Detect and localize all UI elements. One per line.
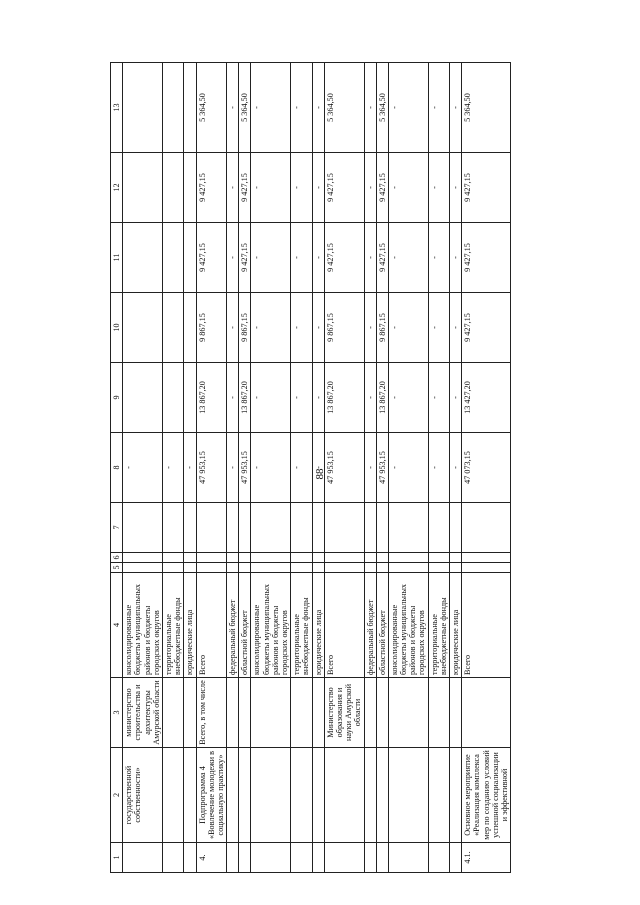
cell-value: [184, 223, 196, 293]
cell-value: -: [251, 223, 291, 293]
cell-value: [123, 63, 163, 153]
col-header: 7: [111, 503, 123, 553]
cell-number: [184, 843, 196, 873]
cell-source: юридические лица: [312, 573, 324, 678]
table-row: [162, 63, 183, 873]
cell-value: [123, 293, 163, 363]
cell-value: -: [450, 153, 462, 223]
cell-empty: [428, 553, 449, 563]
cell-value: -: [450, 63, 462, 153]
cell-value: -: [312, 433, 324, 503]
cell-value: -: [428, 153, 449, 223]
cell-value: 9 427,15: [462, 153, 511, 223]
cell-value: -: [364, 363, 376, 433]
cell-value: -: [312, 363, 324, 433]
cell-value: 9 427,15: [324, 153, 364, 223]
cell-number: [388, 843, 428, 873]
cell-value: -: [450, 433, 462, 503]
cell-value: [312, 503, 324, 553]
cell-value: [462, 503, 511, 553]
cell-empty: [239, 563, 251, 573]
cell-value: 9 427,15: [196, 223, 227, 293]
cell-number: [312, 843, 324, 873]
cell-name: [388, 748, 428, 843]
table-row: [376, 63, 388, 873]
cell-number: [450, 843, 462, 873]
col-header: 11: [111, 223, 123, 293]
cell-value: 9 867,15: [196, 293, 227, 363]
cell-value: -: [184, 433, 196, 503]
cell-value: 9 867,15: [239, 293, 251, 363]
cell-value: 9 427,15: [462, 293, 511, 363]
cell-value: 9 427,15: [196, 153, 227, 223]
cell-executor: Всего, в том числе: [196, 678, 227, 748]
cell-empty: [123, 563, 163, 573]
cell-source: консолидированные бюджеты муниципальных районов и бюджеты городских округов: [388, 573, 428, 678]
cell-number: [239, 843, 251, 873]
cell-value: -: [291, 363, 312, 433]
cell-value: -: [227, 363, 239, 433]
cell-empty: [388, 553, 428, 563]
cell-value: [184, 293, 196, 363]
cell-number: [227, 843, 239, 873]
cell-empty: [184, 563, 196, 573]
cell-source: Всего: [324, 573, 364, 678]
cell-value: [123, 363, 163, 433]
cell-value: -: [364, 293, 376, 363]
cell-executor: [162, 678, 183, 748]
cell-value: -: [312, 63, 324, 153]
cell-empty: [291, 563, 312, 573]
cell-value: -: [388, 223, 428, 293]
cell-source: юридические лица: [184, 573, 196, 678]
table-row: [291, 63, 312, 873]
col-header: 5: [111, 563, 123, 573]
cell-value: [184, 63, 196, 153]
cell-source: федеральный бюджет: [227, 573, 239, 678]
cell-name: [162, 748, 183, 843]
cell-value: 13 867,20: [196, 363, 227, 433]
cell-value: -: [388, 153, 428, 223]
cell-value: -: [428, 363, 449, 433]
cell-empty: [450, 563, 462, 573]
cell-value: -: [291, 223, 312, 293]
cell-value: -: [227, 433, 239, 503]
cell-value: -: [227, 153, 239, 223]
cell-number: [428, 843, 449, 873]
cell-empty: [462, 553, 511, 563]
cell-value: 5 364,50: [239, 63, 251, 153]
cell-value: -: [312, 293, 324, 363]
table-row: [462, 63, 511, 873]
cell-value: [162, 223, 183, 293]
cell-value: 5 364,50: [324, 63, 364, 153]
cell-value: 9 427,15: [462, 223, 511, 293]
cell-number: [251, 843, 291, 873]
table-row: [324, 63, 364, 873]
col-header: 13: [111, 63, 123, 153]
cell-value: [123, 153, 163, 223]
cell-empty: [428, 563, 449, 573]
col-header: 4: [111, 573, 123, 678]
cell-value: -: [312, 153, 324, 223]
cell-name: [428, 748, 449, 843]
cell-value: 9 427,15: [239, 223, 251, 293]
cell-value: -: [428, 223, 449, 293]
cell-empty: [162, 563, 183, 573]
cell-value: -: [291, 63, 312, 153]
cell-executor: [462, 678, 511, 748]
cell-value: [184, 363, 196, 433]
cell-empty: [376, 563, 388, 573]
cell-empty: [123, 553, 163, 563]
cell-name: [291, 748, 312, 843]
cell-value: -: [251, 293, 291, 363]
cell-name: [376, 748, 388, 843]
cell-value: 47 953,15: [324, 433, 364, 503]
cell-name: [450, 748, 462, 843]
cell-number: [291, 843, 312, 873]
cell-value: 5 364,50: [196, 63, 227, 153]
cell-value: -: [227, 293, 239, 363]
cell-value: -: [227, 63, 239, 153]
cell-name: [312, 748, 324, 843]
table-row: [184, 63, 196, 873]
cell-source: консолидированные бюджеты муниципальных районов и бюджеты городских округов: [123, 573, 163, 678]
cell-value: [291, 503, 312, 553]
cell-value: [450, 503, 462, 553]
cell-source: Всего: [196, 573, 227, 678]
cell-executor: министерство строительства и архитектуры Амурской области: [123, 678, 163, 748]
cell-value: 13 867,20: [239, 363, 251, 433]
col-header: 10: [111, 293, 123, 363]
col-header: 1: [111, 843, 123, 873]
cell-empty: [227, 563, 239, 573]
cell-value: [227, 503, 239, 553]
cell-value: 47 953,15: [239, 433, 251, 503]
table-row: [239, 63, 251, 873]
cell-source: консолидированные бюджеты муниципальных районов и бюджеты городских округов: [251, 573, 291, 678]
cell-number: [376, 843, 388, 873]
cell-empty: [227, 553, 239, 563]
cell-value: [388, 503, 428, 553]
cell-value: 9 427,15: [239, 153, 251, 223]
cell-value: [324, 503, 364, 553]
cell-empty: [196, 553, 227, 563]
cell-executor: [291, 678, 312, 748]
col-header: 12: [111, 153, 123, 223]
cell-value: [364, 503, 376, 553]
table-row: [227, 63, 239, 873]
cell-source: Всего: [462, 573, 511, 678]
cell-executor: [239, 678, 251, 748]
cell-executor: [450, 678, 462, 748]
cell-executor: [184, 678, 196, 748]
cell-value: 5 364,50: [376, 63, 388, 153]
cell-value: [239, 503, 251, 553]
cell-value: -: [251, 63, 291, 153]
cell-value: -: [388, 63, 428, 153]
cell-value: -: [251, 363, 291, 433]
cell-value: -: [251, 153, 291, 223]
cell-number: [162, 843, 183, 873]
cell-value: -: [388, 363, 428, 433]
cell-empty: [162, 553, 183, 563]
cell-source: юридические лица: [450, 573, 462, 678]
cell-value: [184, 503, 196, 553]
cell-value: -: [291, 293, 312, 363]
cell-empty: [184, 553, 196, 563]
cell-executor: [388, 678, 428, 748]
cell-value: 9 867,15: [324, 293, 364, 363]
cell-value: -: [364, 433, 376, 503]
cell-value: [162, 363, 183, 433]
cell-value: [162, 63, 183, 153]
cell-source: областной бюджет: [376, 573, 388, 678]
table-row: [251, 63, 291, 873]
cell-value: -: [364, 223, 376, 293]
cell-value: -: [364, 153, 376, 223]
table-row: [123, 63, 163, 873]
header-row: [111, 63, 123, 873]
cell-empty: [312, 553, 324, 563]
cell-value: [123, 503, 163, 553]
cell-source: федеральный бюджет: [364, 573, 376, 678]
cell-empty: [324, 563, 364, 573]
page-number: 88: [314, 468, 326, 480]
cell-value: 13 867,20: [376, 363, 388, 433]
cell-value: [428, 503, 449, 553]
col-header: 9: [111, 363, 123, 433]
cell-empty: [450, 553, 462, 563]
cell-name: Подпрограмма 4 «Вовлечение молодежи в социальную практику»: [196, 748, 227, 843]
cell-empty: [324, 553, 364, 563]
cell-number: 4.: [196, 843, 227, 873]
cell-empty: [251, 563, 291, 573]
cell-value: [123, 223, 163, 293]
cell-source: территориальные внебюджетные фонды: [162, 573, 183, 678]
cell-value: [184, 153, 196, 223]
cell-source: областной бюджет: [239, 573, 251, 678]
cell-value: 9 427,15: [376, 223, 388, 293]
cell-value: 47 073,15: [462, 433, 511, 503]
cell-value: [196, 503, 227, 553]
cell-name: Основное мероприятие «Реализация комплекса мер по созданию условий успешной социализации и эффективной: [462, 748, 511, 843]
cell-value: -: [162, 433, 183, 503]
cell-value: -: [450, 363, 462, 433]
cell-executor: [251, 678, 291, 748]
cell-executor: [428, 678, 449, 748]
cell-value: [162, 293, 183, 363]
cell-value: 13 427,20: [462, 363, 511, 433]
cell-empty: [239, 553, 251, 563]
cell-name: [239, 748, 251, 843]
cell-executor: [312, 678, 324, 748]
cell-name: [184, 748, 196, 843]
cell-source: территориальные внебюджетные фонды: [428, 573, 449, 678]
table-row: [364, 63, 376, 873]
table-row: [388, 63, 428, 873]
col-header: 3: [111, 678, 123, 748]
cell-value: -: [450, 293, 462, 363]
cell-value: -: [251, 433, 291, 503]
table-row: [196, 63, 227, 873]
cell-value: -: [291, 433, 312, 503]
cell-value: -: [123, 433, 163, 503]
cell-value: -: [388, 293, 428, 363]
cell-executor: Министерство образования и науки Амурской области: [324, 678, 364, 748]
cell-value: 47 953,15: [376, 433, 388, 503]
col-header: 8: [111, 433, 123, 503]
cell-empty: [196, 563, 227, 573]
cell-number: [123, 843, 163, 873]
cell-number: 4.1.: [462, 843, 511, 873]
cell-value: [162, 153, 183, 223]
budget-table: [110, 62, 511, 873]
cell-executor: [227, 678, 239, 748]
cell-empty: [291, 553, 312, 563]
table-row: [312, 63, 324, 873]
cell-value: [162, 503, 183, 553]
cell-value: [376, 503, 388, 553]
cell-value: -: [388, 433, 428, 503]
cell-name: [227, 748, 239, 843]
cell-value: [251, 503, 291, 553]
cell-value: 9 427,15: [324, 223, 364, 293]
cell-name: государственной собственности»: [123, 748, 163, 843]
cell-name: [364, 748, 376, 843]
cell-empty: [462, 563, 511, 573]
cell-empty: [251, 553, 291, 563]
col-header: 6: [111, 553, 123, 563]
cell-value: -: [227, 223, 239, 293]
cell-empty: [376, 553, 388, 563]
cell-value: -: [428, 63, 449, 153]
cell-value: 47 953,15: [196, 433, 227, 503]
cell-value: 5 364,50: [462, 63, 511, 153]
cell-value: -: [428, 433, 449, 503]
cell-value: -: [312, 223, 324, 293]
cell-value: -: [450, 223, 462, 293]
table-row: [428, 63, 449, 873]
cell-empty: [364, 563, 376, 573]
cell-executor: [364, 678, 376, 748]
cell-empty: [364, 553, 376, 563]
cell-number: [324, 843, 364, 873]
table-row: [450, 63, 462, 873]
col-header: 2: [111, 748, 123, 843]
cell-value: -: [364, 63, 376, 153]
cell-name: [324, 748, 364, 843]
cell-value: 13 867,20: [324, 363, 364, 433]
cell-name: [251, 748, 291, 843]
cell-value: -: [428, 293, 449, 363]
cell-number: [364, 843, 376, 873]
cell-executor: [376, 678, 388, 748]
cell-value: 9 427,15: [376, 153, 388, 223]
cell-empty: [388, 563, 428, 573]
cell-value: 9 867,15: [376, 293, 388, 363]
cell-value: -: [291, 153, 312, 223]
budget-table-rotated: [110, 63, 555, 873]
cell-source: территориальные внебюджетные фонды: [291, 573, 312, 678]
cell-empty: [312, 563, 324, 573]
